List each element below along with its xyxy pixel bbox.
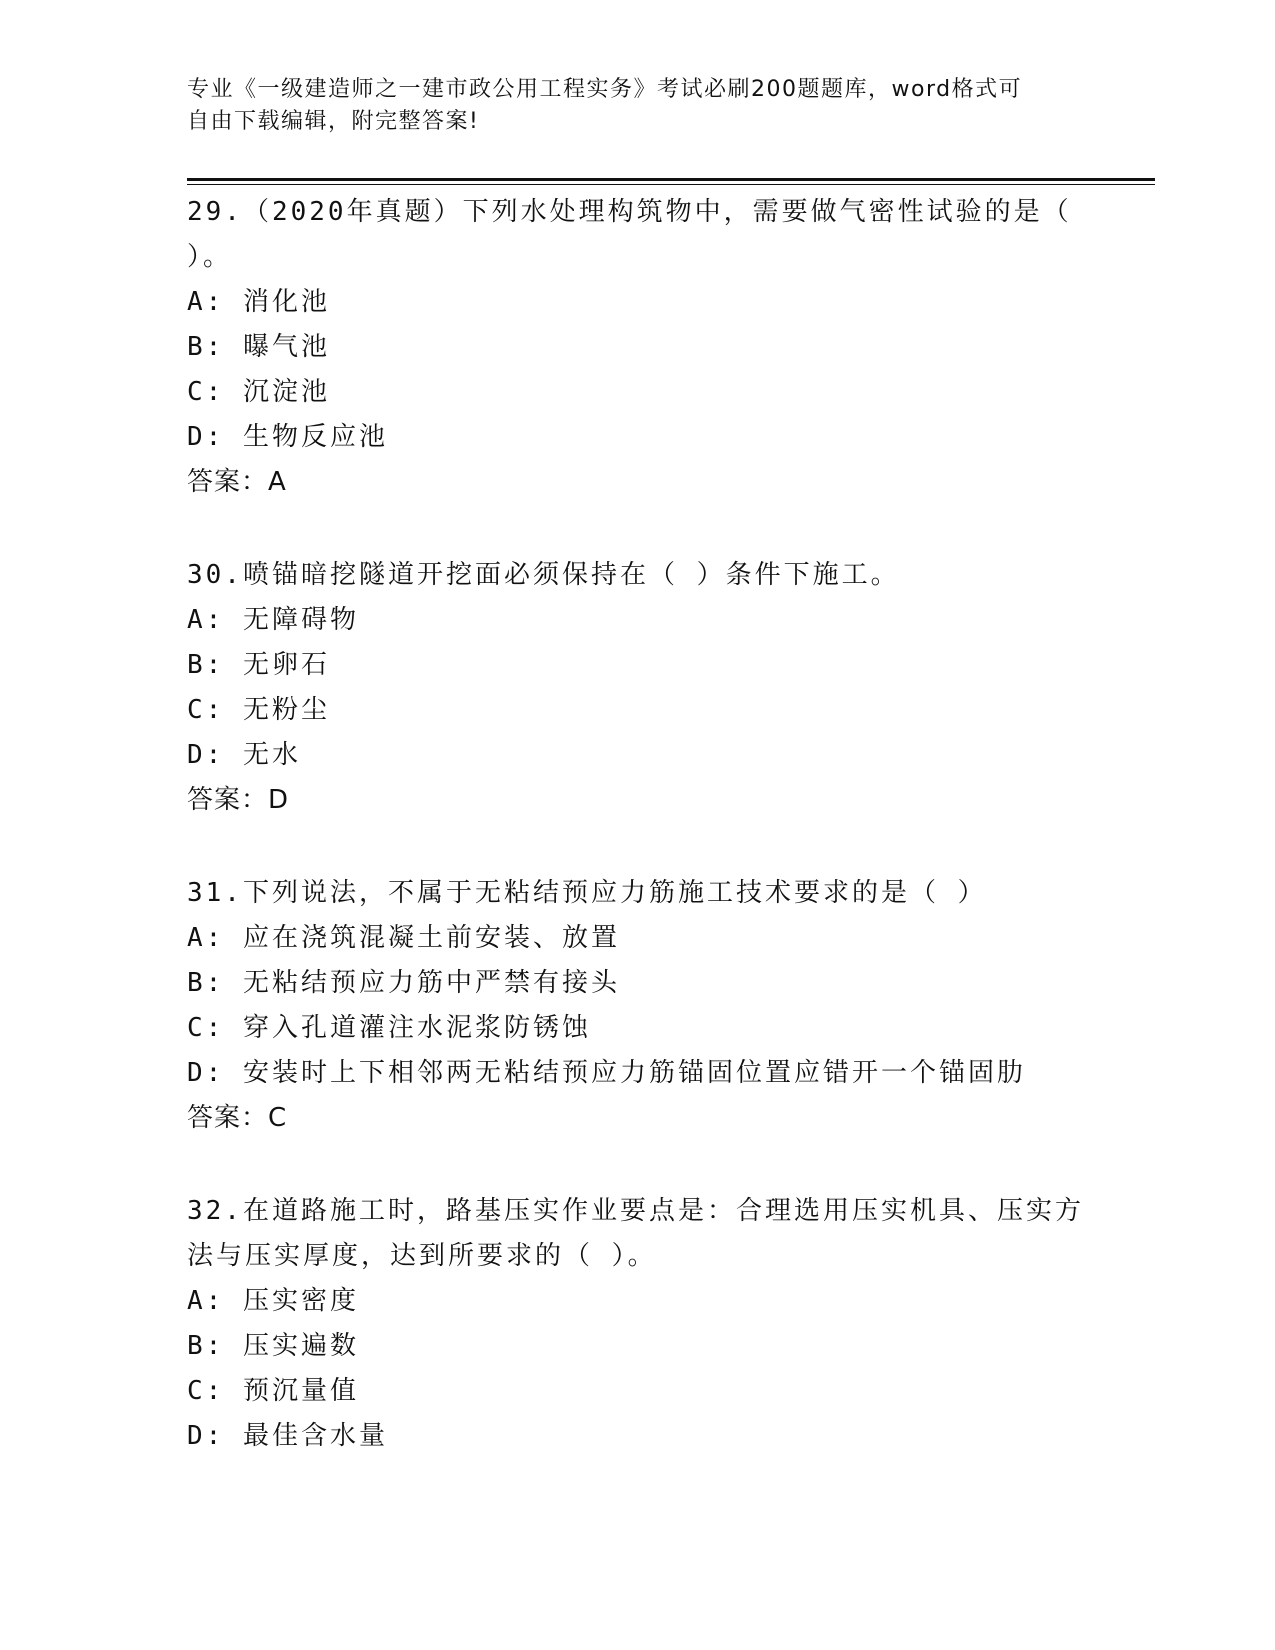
option-d: D: 生物反应池 — [187, 422, 388, 452]
option-d: D: 无水 — [187, 740, 301, 770]
question-30 — [187, 553, 1087, 823]
question-stem: 29.（2020年真题）下列水处理构筑物中，需要做气密性试验的是（ — [187, 197, 1072, 227]
option-c: C: 沉淀池 — [187, 377, 330, 407]
option-d: D: 安装时上下相邻两无粘结预应力筋锚固位置应错开一个锚固肋 — [187, 1058, 1026, 1088]
option-c: C: 穿入孔道灌注水泥浆防锈蚀 — [187, 1013, 591, 1043]
header-rule-thick — [187, 178, 1155, 181]
question-stem-continued: ）。 — [187, 242, 233, 272]
option-b: B: 曝气池 — [187, 332, 330, 362]
header-rule-thin — [187, 184, 1155, 185]
option-d: D: 最佳含水量 — [187, 1421, 388, 1451]
option-a: A: 消化池 — [187, 287, 330, 317]
option-b: B: 无粘结预应力筋中严禁有接头 — [187, 968, 620, 998]
question-list — [187, 190, 1087, 1459]
question-31 — [187, 871, 1087, 1141]
question-32 — [187, 1189, 1087, 1459]
question-stem: 30.喷锚暗挖隧道开挖面必须保持在（ ）条件下施工。 — [187, 560, 900, 590]
question-stem: 32.在道路施工时，路基压实作业要点是：合理选用压实机具、压实方 — [187, 1196, 1084, 1226]
option-c: C: 预沉量值 — [187, 1376, 359, 1406]
option-b: B: 无卵石 — [187, 650, 330, 680]
option-c: C: 无粉尘 — [187, 695, 330, 725]
question-29 — [187, 190, 1087, 505]
answer: 答案：C — [187, 1103, 288, 1133]
question-stem: 31.下列说法，不属于无粘结预应力筋施工技术要求的是（ ） — [187, 878, 987, 908]
option-a: A: 无障碍物 — [187, 605, 359, 635]
answer: 答案：D — [187, 785, 290, 815]
header-line-1: 专业《一级建造师之一建市政公用工程实务》考试必刷200题题库，word格式可 — [187, 77, 1023, 102]
option-a: A: 应在浇筑混凝土前安装、放置 — [187, 923, 620, 953]
question-stem-continued: 法与压实厚度，达到所要求的（ ）。 — [187, 1241, 657, 1271]
option-a: A: 压实密度 — [187, 1286, 359, 1316]
option-b: B: 压实遍数 — [187, 1331, 359, 1361]
header-line-2: 自由下载编辑，附完整答案! — [187, 109, 480, 134]
answer: 答案：A — [187, 467, 287, 497]
document-header — [187, 74, 1087, 138]
